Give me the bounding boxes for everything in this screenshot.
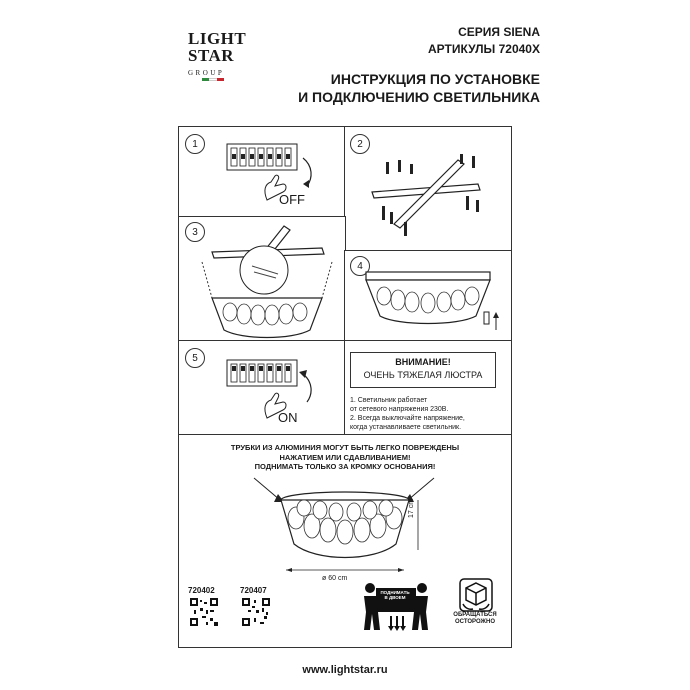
step-number-4: 4 bbox=[350, 256, 370, 276]
breaker-icon bbox=[215, 356, 325, 426]
series-header bbox=[428, 24, 540, 58]
lift-together-label bbox=[378, 590, 412, 600]
on-label: ON bbox=[278, 410, 298, 425]
height-label: 17 cm bbox=[408, 498, 415, 518]
step-number-2: 2 bbox=[350, 134, 370, 154]
off-label: OFF bbox=[279, 192, 305, 207]
chandelier-icon bbox=[362, 268, 502, 338]
safety-notes bbox=[350, 396, 510, 432]
product-code-1: 720402 bbox=[188, 586, 215, 595]
step-number-5: 5 bbox=[185, 348, 205, 368]
qr-code-icon bbox=[242, 598, 270, 626]
careful-line2: ОСТОРОЖНО bbox=[455, 619, 495, 625]
qr-code-icon bbox=[190, 598, 218, 626]
two-people-lifting-icon bbox=[360, 578, 432, 632]
website-link[interactable]: www.lightstar.ru bbox=[302, 664, 388, 676]
caution-line1: ТРУБКИ ИЗ АЛЮМИНИЯ МОГУТ БЫТЬ ЛЕГКО ПОВРЕЖДЕНЫ bbox=[230, 443, 460, 452]
note-line4: когда устанавливаете светильник. bbox=[350, 424, 462, 431]
lift-label-line1: ПОДНИМАТЬ bbox=[380, 590, 410, 595]
careful-line1: ОБРАЩАТЬСЯ bbox=[453, 612, 497, 618]
warning-subtitle: ОЧЕНЬ ТЯЖЕЛАЯ ЛЮСТРА bbox=[363, 370, 483, 380]
breaker-icon bbox=[215, 140, 325, 210]
step-number-1: 1 bbox=[185, 134, 205, 154]
caution-line2: НАЖАТИЕМ ИЛИ СДАВЛИВАНИЕМ! bbox=[279, 452, 411, 462]
caution-text bbox=[200, 443, 490, 472]
title-line2: И ПОДКЛЮЧЕНИЮ СВЕТИЛЬНИКА bbox=[298, 89, 540, 105]
lift-label-line2: В ДВОЕМ bbox=[384, 595, 406, 600]
note-line1: 1. Светильник работает bbox=[350, 397, 428, 404]
bracket-icon bbox=[360, 150, 500, 245]
brand-logo bbox=[188, 29, 247, 77]
flag-icon bbox=[202, 78, 224, 81]
handle-with-care-label bbox=[450, 612, 500, 626]
step-number-3: 3 bbox=[185, 222, 205, 242]
title-line1: ИНСТРУКЦИЯ ПО УСТАНОВКЕ bbox=[330, 71, 540, 87]
diameter-label: ø 60 cm bbox=[322, 575, 348, 582]
warning-title: ВНИМАНИЕ! bbox=[395, 357, 451, 367]
product-code-2: 720407 bbox=[240, 586, 267, 595]
articles-code: АРТИКУЛЫ 72040X bbox=[428, 42, 540, 56]
chandelier-icon bbox=[192, 222, 342, 340]
logo-line2: STAR bbox=[188, 46, 235, 65]
chandelier-icon bbox=[250, 472, 440, 580]
note-line3: 2. Всегда выключайте напряжение, bbox=[350, 415, 465, 422]
warning-box bbox=[350, 352, 496, 388]
note-line2: от сетевого напряжения 230В. bbox=[350, 406, 449, 413]
fragile-icon bbox=[459, 578, 493, 612]
logo-line3: GROUP bbox=[188, 69, 225, 77]
caution-line3: ПОДНИМАТЬ ТОЛЬКО ЗА КРОМКУ ОСНОВАНИЯ! bbox=[254, 462, 436, 471]
instruction-title bbox=[298, 70, 540, 106]
logo-line1: LIGHT bbox=[188, 29, 247, 48]
series-name: СЕРИЯ SIENA bbox=[458, 25, 540, 39]
